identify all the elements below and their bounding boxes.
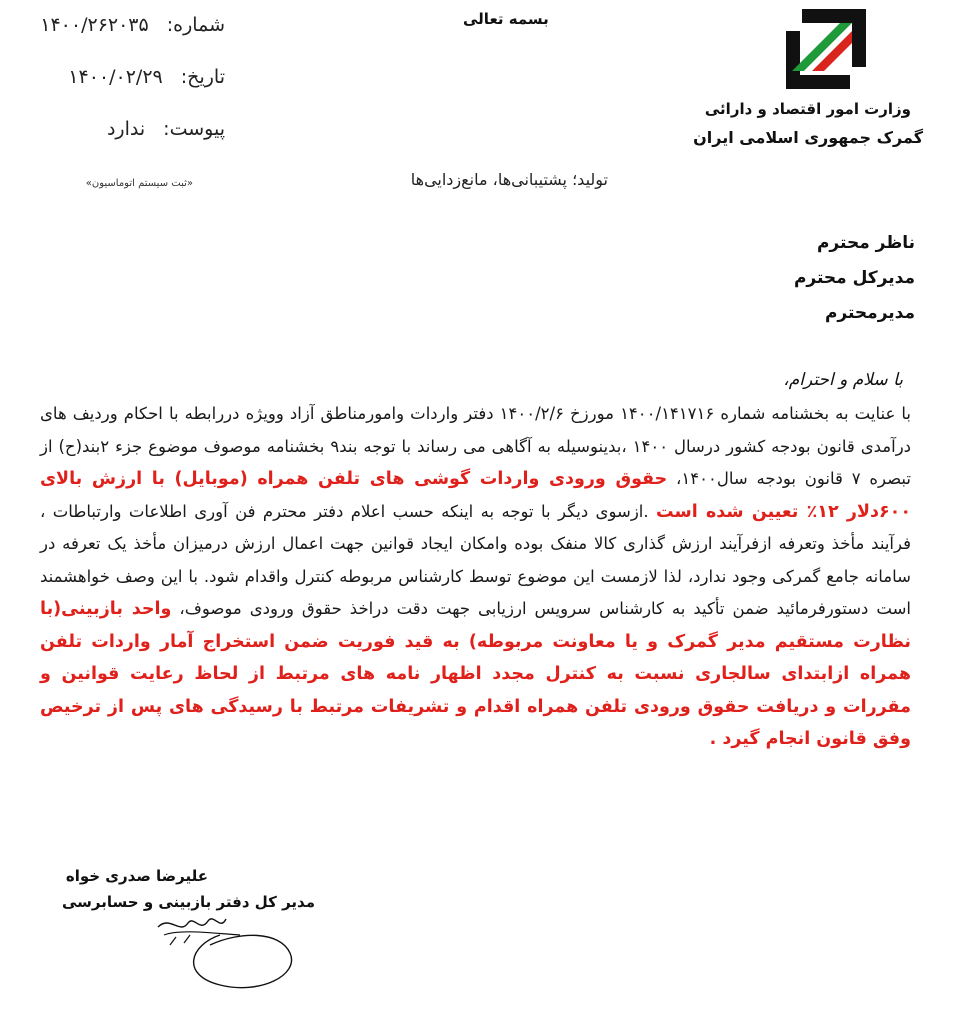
body-text: .ازسوی دیگر با توجه به اینکه حسب اعلام دفتر محترم فن آوری اطلاعات وارتباطات ، فرآیند مأخذ وتعرفه ازفرآیند ارزش گذاری کالا منفک بوده وامکان ایجاد قوانین جهت اعمال ارزش درمیزان مأخذ یک تعرفه در سامانه جامع گمرکی وجود ندارد، لذا لازمست این موضوع توسط کارشناس مربوطه کنترل واقدام شود. با این وصف خواهشمند است دستورفرمائید ضمن تأکید به کارشناس سرویس ارزیابی جهت دقت دراخذ حقوق ورودی موصوف، (40, 501, 911, 618)
signer-title: مدیر کل دفتر بازبینی و حسابرسی (62, 893, 315, 911)
signer-name: علیرضا صدری خواه (65, 867, 208, 885)
year-slogan: تولید؛ پشتیبانی‌ها، مانع‌زدایی‌ها (410, 170, 608, 189)
letter-attachment-label: پیوست: (163, 118, 225, 140)
handwritten-signature-icon (150, 905, 310, 1005)
letter-number-label: شماره: (166, 14, 225, 36)
greeting: با سلام و احترام، (783, 370, 903, 390)
body-highlight: واحد بازبینی(با نظارت مستقیم مدیر گمرک و یا معاونت مربوطه) به قید فوریت ضمن استخراج آمار واردات تلفن همراه ازابتدای سالجاری نسبت به کنترل مجدد اظهار نامه های مرتبط از لحاظ رعایت قوانین و مقررات و دریافت حقوق ورودی تلفن همراه اقدام و تشریفات مرتبط با رسیدگی های پس از ترخیص وفق قانون انجام گیرد . (40, 599, 911, 749)
signature-stroke-ticks-icon (170, 935, 190, 945)
letter-attachment-value: ندارد (106, 118, 146, 140)
letter-number (40, 14, 225, 36)
signature-stroke-top-icon (158, 919, 226, 927)
letter-body (40, 398, 911, 756)
signature-stroke-line-icon (164, 932, 240, 935)
signature-stroke-loop-icon (194, 935, 292, 988)
addressee: مدیرکل محترم (793, 268, 915, 288)
addressee: ناظر محترم (816, 233, 915, 253)
letter-date-label: تاریخ: (180, 66, 225, 88)
body-highlight: حقوق ورودی واردات گوشی های تلفن همراه (موبایل) با ارزش بالای ۶۰۰دلار ۱۲٪ تعیین شده است (40, 469, 912, 522)
addressee: مدیرمحترم (824, 303, 915, 323)
body-text: با عنایت به بخشنامه شماره ۱۴۰۰/۱۴۱۷۱۶ مورزخ ۱۴۰۰/۲/۶ دفتر واردات وامورمناطق آزاد وویژه دررابطه با احکام ورديف های درآمدی قانون بودجه کشور درسال ۱۴۰۰ ،بدینوسیله به آگاهی می رساند با توجه بند۹ بخشنامه موصوف موضوع جزء ۲بند(ح) از تبصره ۷ قانون بودجه سال۱۴۰۰، (40, 404, 912, 488)
automation-system-note: «ثبت سیستم اتوماسیون» (85, 178, 193, 189)
ministry-name: وزارت امور اقتصاد و دارائی (704, 100, 911, 118)
letter-date-value: ۱۴۰۰/۰۲/۲۹ (68, 66, 163, 88)
letter-number-value: ۱۴۰۰/۲۶۲۰۳۵ (40, 14, 149, 36)
iran-customs-logo-icon (782, 5, 870, 93)
letter-attachment (107, 118, 225, 140)
bismillah-heading: بسمه تعالی (463, 10, 549, 28)
letter-date (68, 66, 225, 88)
organization-name: گمرک جمهوری اسلامی ایران (693, 128, 923, 147)
